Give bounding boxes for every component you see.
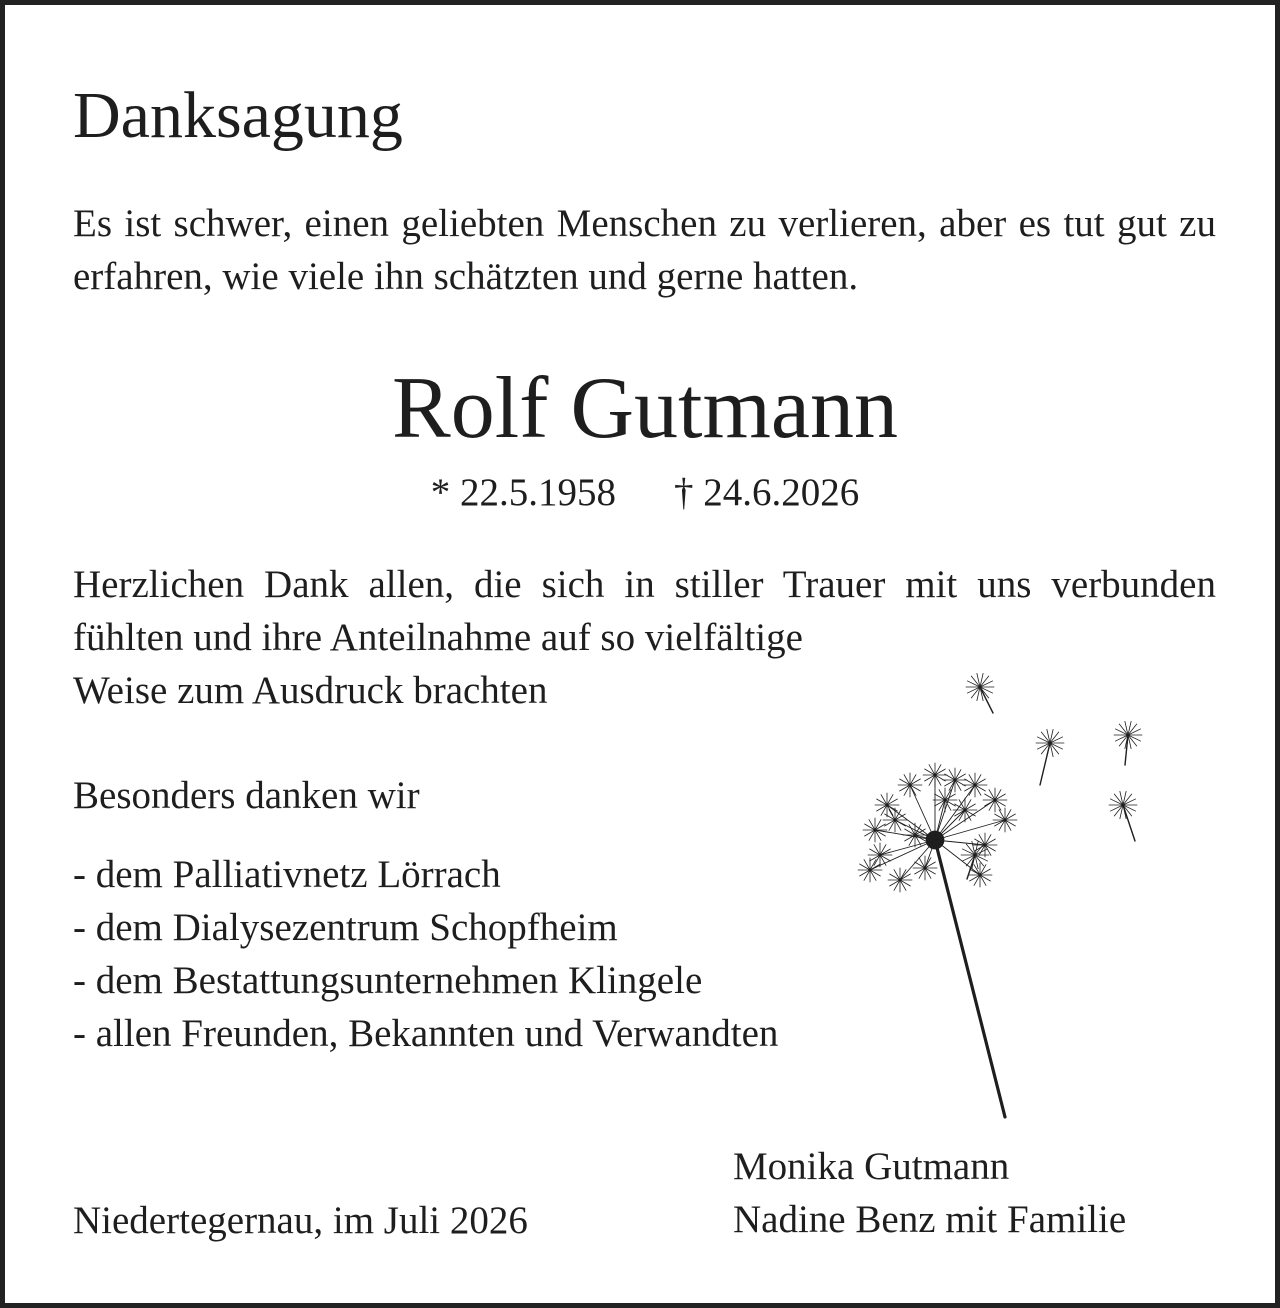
special-thanks-intro: Besonders danken wir (73, 774, 420, 817)
death-date: † 24.6.2026 (674, 471, 860, 514)
list-item: - dem Dialysezentrum Schopfheim (73, 906, 618, 949)
signer-name: Monika Gutmann (733, 1145, 1010, 1188)
intro-text: Es ist schwer, einen geliebten Menschen zu verlieren, aber es tut gut zu erfahren, wie viele ihn schätzten und gerne hatten. (73, 202, 1216, 298)
heading: Danksagung (73, 79, 403, 152)
thanks-text: Herzlichen Dank allen, die sich in stiller Trauer mit uns verbunden fühlten und ihre Anteilnahme auf so vielfältige (73, 563, 1216, 659)
list-item: - dem Palliativnetz Lörrach (73, 853, 501, 896)
signer-name: Nadine Benz mit Familie (733, 1198, 1127, 1241)
place-date: Niedertegernau, im Juli 2026 (73, 1199, 528, 1242)
dandelion-icon (845, 665, 1245, 1125)
signers (733, 1140, 1126, 1246)
list-item: - dem Bestattungsunternehmen Klingele (73, 959, 703, 1002)
special-thanks-list (73, 848, 778, 1060)
birth-date: * 22.5.1958 (430, 471, 616, 514)
list-item: - allen Freunden, Bekannten und Verwandten (73, 1012, 779, 1055)
deceased-name: Rolf Gutmann (392, 360, 898, 457)
thanks-text-last-line: Weise zum Ausdruck brachten (73, 669, 548, 712)
life-dates (5, 471, 1280, 515)
